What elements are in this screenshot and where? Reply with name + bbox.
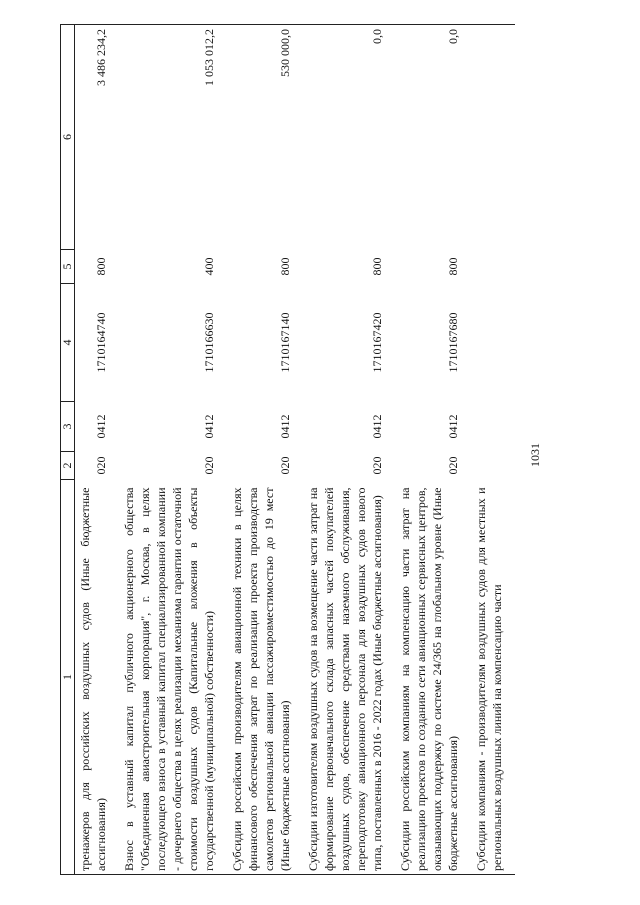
row-target-code (471, 284, 515, 402)
table-row (395, 25, 471, 875)
row-expense-type (471, 250, 515, 284)
row-expense-type: 800 (94, 257, 108, 276)
row-expense-type: 400 (202, 257, 216, 276)
row-amount: 3 486 234,2 (75, 25, 120, 250)
row-amount: 1 053 012,2 (119, 25, 227, 250)
table-row (303, 25, 395, 875)
header-col-5: 5 (61, 250, 75, 284)
row-description: Взнос в уставный капитал публичного акционерного общества "Объединенная авиастроительная корпорация", г. Москва, в целях последующего взноса в уставный капитал специализированной компании - дочернего общества в целях реализации механизма гарантии остаточной стоимости воздушных судов (Капитальные вложения в объекты государственной (муниципальной) собственности) (119, 480, 227, 875)
rotated-page (60, 25, 580, 875)
row-expense-type: 800 (446, 257, 460, 276)
row-ministry-code: 020 (370, 456, 384, 475)
row-target-code: 1710164740 (94, 312, 108, 373)
row-description: Субсидии изготовителям воздушных судов на возмещение части затрат на формирование первоначального склада запасных частей покупателей воздушных судов, обеспечение средствами наземного обслуживания, переподготовку авиационного персонала для воздушных судов нового типа, поставленных в 2016 - 2022 годах (Иные бюджетные ассигнования) (303, 480, 395, 875)
header-col-6: 6 (61, 25, 75, 250)
page-number: 1031 (528, 443, 542, 467)
row-target-code: 1710166630 (202, 312, 216, 373)
row-ministry-code: 020 (278, 456, 292, 475)
row-section-code: 0412 (202, 414, 216, 439)
header-col-3: 3 (61, 402, 75, 452)
row-ministry-code: 020 (202, 456, 216, 475)
row-ministry-code (471, 452, 515, 480)
row-target-code: 1710167140 (278, 312, 292, 373)
row-target-code: 1710167680 (446, 312, 460, 373)
table-row (119, 25, 227, 875)
row-amount (471, 25, 515, 250)
row-description: Субсидии компаниям - производителям воздушных судов для местных и региональных воздушных линий на компенсацию части (471, 480, 515, 875)
row-section-code: 0412 (370, 414, 384, 439)
header-col-4: 4 (61, 284, 75, 402)
row-section-code: 0412 (446, 414, 460, 439)
row-expense-type: 800 (370, 257, 384, 276)
row-target-code: 1710167420 (370, 312, 384, 373)
row-amount: 0,0 (303, 25, 395, 250)
row-description: Субсидии российским производителям авиационной техники в целях финансового обеспечения затрат по реализации проекта производства самолетов региональной авиации пассажировместимостью до 19 мест (Иные бюджетные ассигнования) (227, 480, 303, 875)
row-description: Субсидии российским компаниям на компенсацию части затрат на реализацию проектов по созданию сети авиационных сервисных центров, оказывающих поддержку по системе 24/365 на глобальном уровне (Иные бюджетные ассигнования) (395, 480, 471, 875)
row-amount: 530 000,0 (227, 25, 303, 250)
budget-table (60, 24, 515, 875)
row-ministry-code: 020 (94, 456, 108, 475)
row-expense-type: 800 (278, 257, 292, 276)
row-section-code: 0412 (278, 414, 292, 439)
header-col-2: 2 (61, 452, 75, 480)
row-section-code: 0412 (94, 414, 108, 439)
row-amount: 0,0 (395, 25, 471, 250)
table-header-row (61, 25, 75, 875)
row-description: тренажеров для российских воздушных судов (Иные бюджетные ассигнования) (75, 480, 120, 875)
row-section-code (471, 402, 515, 452)
table-row (471, 25, 515, 875)
table-row (75, 25, 120, 875)
table-row (227, 25, 303, 875)
row-ministry-code: 020 (446, 456, 460, 475)
header-col-1: 1 (61, 480, 75, 875)
